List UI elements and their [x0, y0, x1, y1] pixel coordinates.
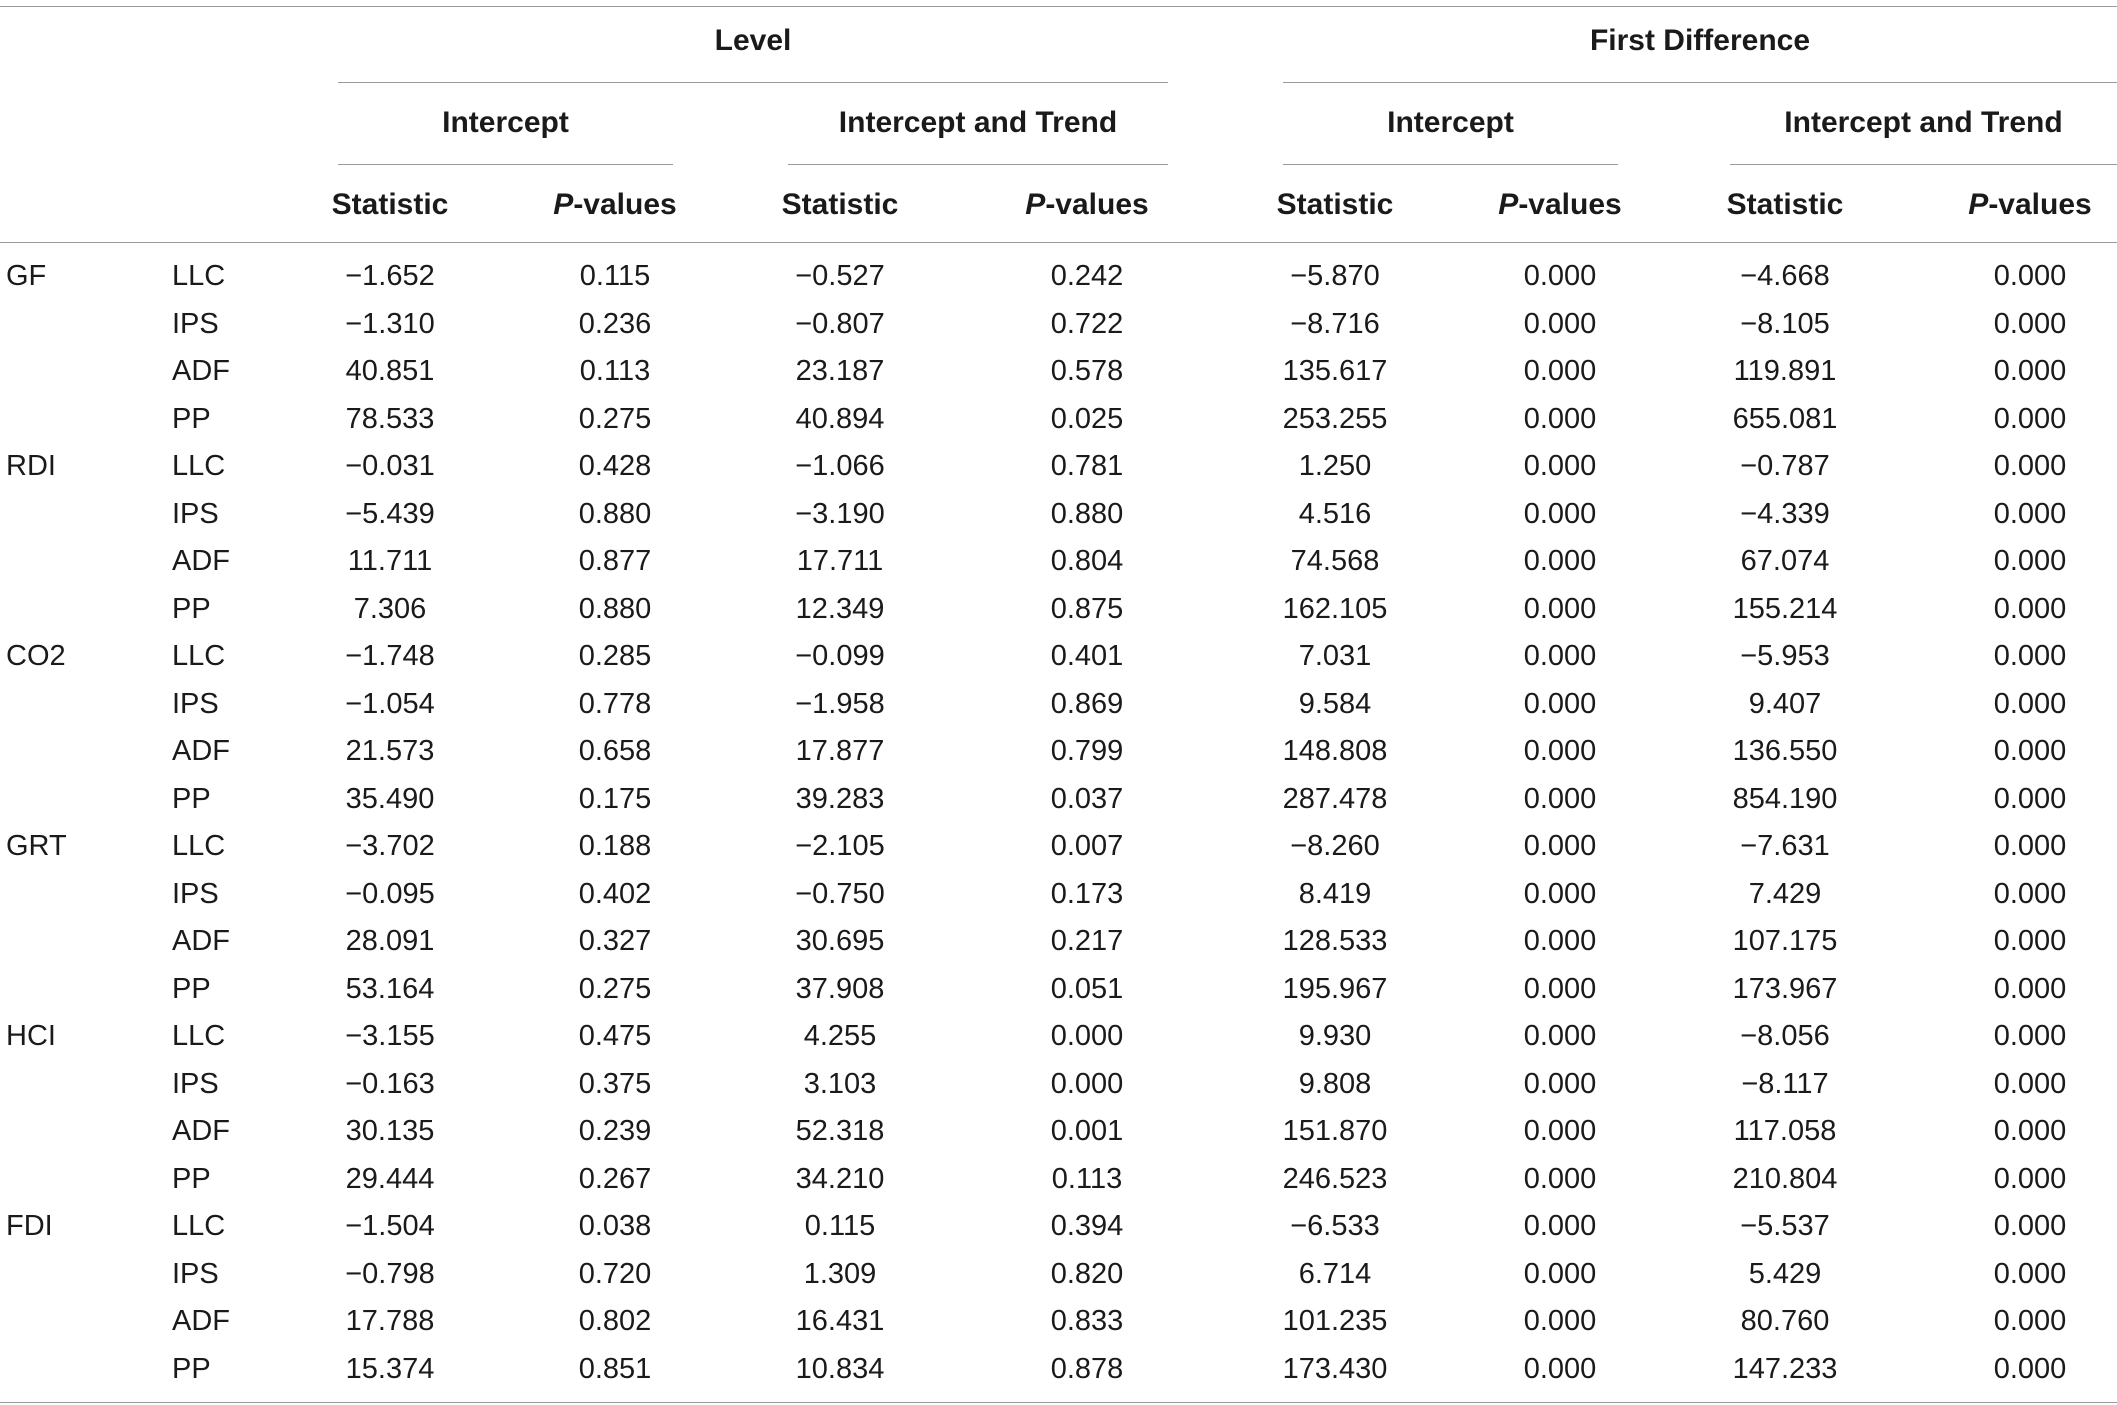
level-trend-statistic: 37.908 — [795, 973, 885, 1005]
fd-trend-statistic: 117.058 — [1733, 1115, 1837, 1147]
fd-trend-statistic: 147.233 — [1732, 1353, 1838, 1385]
level-intercept-p-value: 0.175 — [578, 783, 652, 815]
fd-trend-statistic: −8.056 — [1740, 1020, 1830, 1052]
level-intercept-statistic: −0.031 — [345, 450, 435, 482]
test-label: LLC — [172, 260, 226, 292]
fd-intercept-p-value: 0.000 — [1523, 450, 1597, 482]
fd-intercept-p-value: 0.000 — [1523, 1163, 1597, 1195]
test-label: ADF — [172, 1305, 230, 1337]
level-intercept-p-value: 0.285 — [578, 640, 652, 672]
level-trend-p-value: 0.000 — [1050, 1068, 1124, 1100]
level-intercept-p-value: 0.428 — [578, 450, 652, 482]
level-intercept-statistic: 78.533 — [345, 403, 435, 435]
fd-trend-statistic: −4.339 — [1740, 498, 1830, 530]
fd-trend-p-value: 0.000 — [1993, 1210, 2067, 1242]
fd-trend-p-value: 0.000 — [1993, 1305, 2067, 1337]
fd-trend-statistic: 9.407 — [1748, 688, 1822, 720]
level-intercept-statistic: 11.711 — [347, 545, 433, 577]
level-intercept-p-value: 0.275 — [578, 403, 652, 435]
fd-intercept-statistic: 74.568 — [1290, 545, 1380, 577]
fd-intercept-statistic: 287.478 — [1282, 783, 1388, 815]
level-intercept-statistic: 17.788 — [345, 1305, 435, 1337]
p-italic: P — [1498, 188, 1519, 221]
level-trend-statistic: 30.695 — [795, 925, 885, 957]
fd-trend-statistic: 173.967 — [1732, 973, 1838, 1005]
level-trend-p-value: 0.875 — [1050, 593, 1124, 625]
first-difference-header: First Difference — [1589, 24, 1811, 57]
level-intercept-p-value: 0.236 — [578, 308, 652, 340]
test-label: LLC — [172, 640, 226, 672]
fd-intercept-p-value: 0.000 — [1523, 260, 1597, 292]
fd-intercept-p-value: 0.000 — [1523, 1258, 1597, 1290]
test-label: IPS — [172, 688, 219, 720]
level-intercept-p-value: 0.475 — [578, 1020, 652, 1052]
test-label: PP — [172, 1353, 211, 1385]
test-label: LLC — [172, 830, 226, 862]
fd-intercept-p-value: 0.000 — [1523, 1353, 1597, 1385]
fd-intercept-statistic: 128.533 — [1282, 925, 1388, 957]
col-header-statistic: Statistic — [781, 188, 899, 221]
level-trend-p-value: 0.799 — [1050, 735, 1124, 767]
level-trend-statistic: −1.958 — [795, 688, 885, 720]
level-intercept-p-value: 0.113 — [579, 355, 651, 387]
level-intercept-statistic: 28.091 — [345, 925, 435, 957]
test-label: ADF — [172, 355, 230, 387]
level-intercept-statistic: −1.054 — [345, 688, 435, 720]
p-suffix: -values — [573, 188, 677, 221]
variable-label: FDI — [6, 1210, 53, 1242]
fd-intercept-p-value: 0.000 — [1523, 403, 1597, 435]
fd-trend-statistic: −8.117 — [1741, 1068, 1829, 1100]
level-intercept-p-value: 0.275 — [578, 973, 652, 1005]
test-label: IPS — [172, 878, 219, 910]
p-suffix: -values — [1988, 188, 2092, 221]
test-label: ADF — [172, 735, 230, 767]
level-trend-p-value: 0.000 — [1050, 1020, 1124, 1052]
test-label: ADF — [172, 1115, 230, 1147]
fd-intercept-statistic: −8.260 — [1290, 830, 1380, 862]
fd-intercept-p-value: 0.000 — [1523, 830, 1597, 862]
fd-trend-statistic: 136.550 — [1732, 735, 1838, 767]
fd-intercept-p-value: 0.000 — [1523, 1068, 1597, 1100]
fd-trend-statistic: 7.429 — [1748, 878, 1822, 910]
first-difference-rule — [1283, 82, 2117, 83]
level-intercept-p-value: 0.375 — [578, 1068, 652, 1100]
col-header-statistic: Statistic — [1276, 188, 1394, 221]
variable-label: GRT — [6, 830, 67, 862]
level-trend-statistic: 34.210 — [795, 1163, 885, 1195]
level-trend-p-value: 0.025 — [1050, 403, 1124, 435]
level-intercept-p-value: 0.851 — [578, 1353, 652, 1385]
variable-label: RDI — [6, 450, 56, 482]
fd-trend-statistic: 67.074 — [1740, 545, 1830, 577]
fd-intercept-rule — [1283, 164, 1618, 165]
col-header-p-values — [987, 187, 1187, 223]
level-trend-statistic: 52.318 — [795, 1115, 885, 1147]
fd-intercept-statistic: 246.523 — [1282, 1163, 1388, 1195]
fd-trend-p-value: 0.000 — [1993, 498, 2067, 530]
fd-intercept-statistic: −8.716 — [1290, 308, 1380, 340]
fd-intercept-p-value: 0.000 — [1523, 1115, 1597, 1147]
fd-intercept-statistic: 148.808 — [1282, 735, 1388, 767]
level-intercept-p-value: 0.038 — [578, 1210, 652, 1242]
test-label: LLC — [172, 450, 226, 482]
level-trend-statistic: 23.187 — [795, 355, 885, 387]
fd-trend-p-value: 0.000 — [1993, 688, 2067, 720]
top-rule — [0, 6, 2117, 7]
level-intercept-p-value: 0.877 — [578, 545, 652, 577]
p-italic: P — [553, 188, 574, 221]
fd-trend-statistic: −8.105 — [1740, 308, 1830, 340]
level-trend-p-value: 0.820 — [1050, 1258, 1124, 1290]
fd-trend-p-value: 0.000 — [1993, 1115, 2067, 1147]
p-suffix: -values — [1045, 188, 1149, 221]
fd-trend-p-value: 0.000 — [1993, 973, 2067, 1005]
fd-intercept-statistic: 9.584 — [1298, 688, 1372, 720]
fd-intercept-p-value: 0.000 — [1523, 1210, 1597, 1242]
fd-trend-p-value: 0.000 — [1993, 308, 2067, 340]
level-intercept-statistic: −3.702 — [345, 830, 435, 862]
fd-intercept-p-value: 0.000 — [1523, 545, 1597, 577]
fd-intercept-statistic: 101.235 — [1282, 1305, 1388, 1337]
level-trend-statistic: 40.894 — [795, 403, 885, 435]
fd-intercept-statistic: 162.105 — [1282, 593, 1388, 625]
level-trend-statistic: 10.834 — [795, 1353, 885, 1385]
level-trend-statistic: 0.115 — [804, 1210, 876, 1242]
fd-intercept-p-value: 0.000 — [1523, 925, 1597, 957]
fd-trend-p-value: 0.000 — [1993, 1163, 2067, 1195]
fd-intercept-statistic: −6.533 — [1290, 1210, 1380, 1242]
level-trend-p-value: 0.217 — [1050, 925, 1124, 957]
test-label: LLC — [172, 1210, 226, 1242]
fd-intercept-statistic: −5.870 — [1290, 260, 1380, 292]
fd-intercept-statistic: 195.967 — [1282, 973, 1388, 1005]
level-trend-statistic: 17.877 — [795, 735, 885, 767]
fd-trend-p-value: 0.000 — [1993, 355, 2067, 387]
fd-trend-p-value: 0.000 — [1993, 450, 2067, 482]
fd-trend-statistic: 854.190 — [1732, 783, 1838, 815]
col-header-statistic: Statistic — [1726, 188, 1844, 221]
bottom-rule — [0, 1402, 2117, 1403]
level-trend-p-value: 0.833 — [1050, 1305, 1124, 1337]
fd-intercept-statistic: 7.031 — [1298, 640, 1372, 672]
variable-label: GF — [6, 260, 47, 292]
fd-intercept-statistic: 135.617 — [1282, 355, 1388, 387]
level-intercept-trend-rule — [788, 164, 1168, 165]
fd-intercept-statistic: 1.250 — [1298, 450, 1372, 482]
fd-trend-statistic: 5.429 — [1748, 1258, 1822, 1290]
test-label: IPS — [172, 1258, 219, 1290]
level-intercept-statistic: −5.439 — [345, 498, 435, 530]
fd-intercept-p-value: 0.000 — [1523, 688, 1597, 720]
level-intercept-statistic: 15.374 — [345, 1353, 435, 1385]
level-trend-p-value: 0.869 — [1050, 688, 1124, 720]
fd-trend-p-value: 0.000 — [1993, 735, 2067, 767]
level-trend-p-value: 0.394 — [1050, 1210, 1124, 1242]
level-header: Level — [714, 24, 792, 57]
level-intercept-statistic: −0.163 — [345, 1068, 435, 1100]
level-intercept-statistic: −1.652 — [345, 260, 435, 292]
col-header-p-values — [1930, 187, 2117, 223]
level-intercept-statistic: 29.444 — [345, 1163, 435, 1195]
level-trend-p-value: 0.578 — [1050, 355, 1124, 387]
level-trend-p-value: 0.781 — [1050, 450, 1124, 482]
fd-trend-p-value: 0.000 — [1993, 878, 2067, 910]
header-bottom-rule — [0, 242, 2117, 243]
test-label: ADF — [172, 925, 230, 957]
level-intercept-p-value: 0.778 — [578, 688, 652, 720]
level-trend-statistic: −3.190 — [795, 498, 885, 530]
fd-intercept-statistic: 4.516 — [1298, 498, 1372, 530]
level-intercept-trend-header: Intercept and Trend — [838, 106, 1118, 139]
fd-trend-p-value: 0.000 — [1993, 545, 2067, 577]
test-label: IPS — [172, 1068, 219, 1100]
fd-intercept-header: Intercept — [1387, 106, 1514, 139]
level-trend-statistic: −0.807 — [795, 308, 885, 340]
fd-intercept-statistic: 6.714 — [1298, 1258, 1372, 1290]
level-intercept-p-value: 0.720 — [578, 1258, 652, 1290]
fd-intercept-p-value: 0.000 — [1523, 593, 1597, 625]
level-trend-p-value: 0.173 — [1050, 878, 1124, 910]
level-rule — [338, 82, 1168, 83]
col-header-p-values — [515, 187, 715, 223]
level-trend-p-value: 0.878 — [1050, 1353, 1124, 1385]
fd-intercept-p-value: 0.000 — [1523, 640, 1597, 672]
fd-trend-statistic: 655.081 — [1732, 403, 1838, 435]
fd-trend-p-value: 0.000 — [1993, 640, 2067, 672]
level-trend-p-value: 0.804 — [1050, 545, 1124, 577]
level-intercept-p-value: 0.239 — [578, 1115, 652, 1147]
col-header-p-values — [1460, 187, 1660, 223]
p-italic: P — [1025, 188, 1046, 221]
fd-trend-p-value: 0.000 — [1993, 925, 2067, 957]
fd-trend-p-value: 0.000 — [1993, 1068, 2067, 1100]
variable-label: CO2 — [6, 640, 66, 672]
level-trend-p-value: 0.401 — [1050, 640, 1124, 672]
fd-intercept-p-value: 0.000 — [1523, 308, 1597, 340]
fd-trend-p-value: 0.000 — [1993, 1020, 2067, 1052]
level-intercept-p-value: 0.402 — [578, 878, 652, 910]
level-trend-p-value: 0.007 — [1050, 830, 1124, 862]
level-intercept-header: Intercept — [442, 106, 569, 139]
level-trend-statistic: −0.527 — [795, 260, 885, 292]
fd-intercept-p-value: 0.000 — [1523, 878, 1597, 910]
fd-trend-statistic: −0.787 — [1740, 450, 1830, 482]
level-trend-statistic: 4.255 — [803, 1020, 877, 1052]
fd-trend-statistic: 119.891 — [1733, 355, 1837, 387]
fd-trend-p-value: 0.000 — [1993, 403, 2067, 435]
level-trend-p-value: 0.001 — [1050, 1115, 1124, 1147]
test-label: IPS — [172, 498, 219, 530]
fd-intercept-statistic: 9.930 — [1298, 1020, 1372, 1052]
level-trend-statistic: −0.099 — [795, 640, 885, 672]
level-trend-p-value: 0.037 — [1050, 783, 1124, 815]
level-intercept-p-value: 0.802 — [578, 1305, 652, 1337]
fd-intercept-trend-rule — [1730, 164, 2117, 165]
fd-trend-p-value: 0.000 — [1993, 1258, 2067, 1290]
p-italic: P — [1968, 188, 1989, 221]
test-label: IPS — [172, 308, 219, 340]
level-intercept-statistic: −0.095 — [345, 878, 435, 910]
fd-trend-statistic: 80.760 — [1740, 1305, 1830, 1337]
fd-intercept-p-value: 0.000 — [1523, 735, 1597, 767]
fd-trend-p-value: 0.000 — [1993, 260, 2067, 292]
level-intercept-statistic: −1.504 — [345, 1210, 435, 1242]
variable-label: HCI — [6, 1020, 56, 1052]
fd-trend-statistic: −4.668 — [1740, 260, 1830, 292]
level-trend-p-value: 0.722 — [1050, 308, 1124, 340]
fd-trend-statistic: −5.537 — [1740, 1210, 1830, 1242]
fd-intercept-statistic: 173.430 — [1282, 1353, 1388, 1385]
level-intercept-statistic: 40.851 — [345, 355, 435, 387]
fd-intercept-p-value: 0.000 — [1523, 355, 1597, 387]
level-intercept-statistic: 53.164 — [345, 973, 435, 1005]
level-intercept-statistic: 35.490 — [345, 783, 435, 815]
level-intercept-statistic: 7.306 — [353, 593, 427, 625]
level-intercept-p-value: 0.880 — [578, 498, 652, 530]
fd-trend-p-value: 0.000 — [1993, 593, 2067, 625]
level-intercept-p-value: 0.115 — [579, 260, 651, 292]
level-trend-p-value: 0.880 — [1050, 498, 1124, 530]
level-trend-statistic: 39.283 — [795, 783, 885, 815]
fd-trend-p-value: 0.000 — [1993, 1353, 2067, 1385]
level-intercept-p-value: 0.327 — [578, 925, 652, 957]
fd-intercept-p-value: 0.000 — [1523, 973, 1597, 1005]
level-intercept-statistic: −3.155 — [345, 1020, 435, 1052]
fd-trend-statistic: −5.953 — [1740, 640, 1830, 672]
fd-trend-statistic: 155.214 — [1732, 593, 1838, 625]
fd-trend-statistic: 210.804 — [1732, 1163, 1838, 1195]
level-trend-statistic: 3.103 — [803, 1068, 877, 1100]
level-trend-statistic: 16.431 — [795, 1305, 885, 1337]
level-intercept-statistic: −1.310 — [345, 308, 435, 340]
col-header-statistic: Statistic — [331, 188, 449, 221]
test-label: PP — [172, 593, 211, 625]
level-trend-statistic: 12.349 — [795, 593, 885, 625]
fd-intercept-statistic: 253.255 — [1282, 403, 1388, 435]
fd-intercept-statistic: 8.419 — [1298, 878, 1372, 910]
level-trend-statistic: 1.309 — [803, 1258, 877, 1290]
level-intercept-p-value: 0.880 — [578, 593, 652, 625]
level-intercept-p-value: 0.658 — [578, 735, 652, 767]
fd-intercept-p-value: 0.000 — [1523, 498, 1597, 530]
level-intercept-p-value: 0.188 — [578, 830, 652, 862]
fd-trend-statistic: 107.175 — [1732, 925, 1838, 957]
test-label: LLC — [172, 1020, 226, 1052]
level-trend-statistic: −0.750 — [795, 878, 885, 910]
test-label: PP — [172, 1163, 211, 1195]
level-intercept-statistic: 30.135 — [345, 1115, 435, 1147]
fd-trend-p-value: 0.000 — [1993, 830, 2067, 862]
level-trend-p-value: 0.113 — [1051, 1163, 1123, 1195]
level-trend-p-value: 0.242 — [1050, 260, 1124, 292]
level-trend-statistic: −1.066 — [795, 450, 885, 482]
level-intercept-statistic: −0.798 — [345, 1258, 435, 1290]
fd-intercept-statistic: 9.808 — [1298, 1068, 1372, 1100]
p-suffix: -values — [1518, 188, 1622, 221]
level-intercept-statistic: 21.573 — [345, 735, 435, 767]
level-trend-p-value: 0.051 — [1050, 973, 1124, 1005]
fd-trend-statistic: −7.631 — [1740, 830, 1830, 862]
test-label: ADF — [172, 545, 230, 577]
level-intercept-rule — [338, 164, 673, 165]
fd-intercept-trend-header: Intercept and Trend — [1784, 106, 2063, 139]
fd-intercept-p-value: 0.000 — [1523, 783, 1597, 815]
level-intercept-p-value: 0.267 — [578, 1163, 652, 1195]
fd-intercept-statistic: 151.870 — [1282, 1115, 1388, 1147]
level-trend-statistic: 17.711 — [796, 545, 884, 577]
level-trend-statistic: −2.105 — [795, 830, 885, 862]
fd-intercept-p-value: 0.000 — [1523, 1305, 1597, 1337]
fd-intercept-p-value: 0.000 — [1523, 1020, 1597, 1052]
test-label: PP — [172, 403, 211, 435]
level-intercept-statistic: −1.748 — [345, 640, 435, 672]
test-label: PP — [172, 973, 211, 1005]
test-label: PP — [172, 783, 211, 815]
fd-trend-p-value: 0.000 — [1993, 783, 2067, 815]
